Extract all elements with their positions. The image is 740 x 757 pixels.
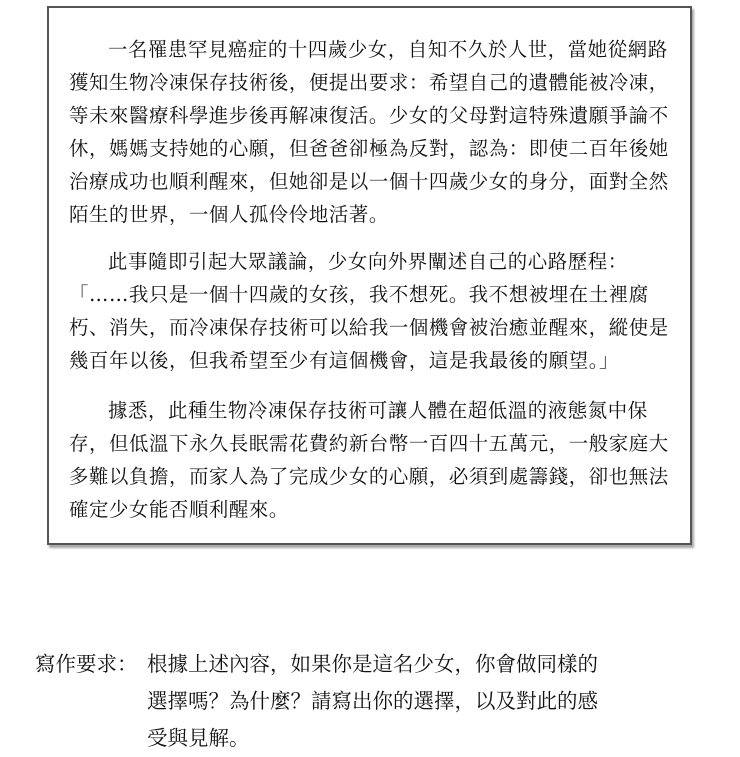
passage-line: 治療成功也順利醒來，但她卻是以一個十四歲少女的身分，面對全然 [69,170,669,193]
passage-paragraph-1 [69,33,689,231]
passage-line: 朽、消失，而冷凍保存技術可以給我一個機會被治癒並醒來，縱使是 [69,316,669,339]
prompt-line: 根據上述內容，如果你是這名少女，你會做同樣的 [147,652,598,676]
passage-line: 陌生的世界，一個人孤伶伶地活著。 [69,203,389,226]
passage-line: 一名罹患罕見癌症的十四歲少女，自知不久於人世，當她從網路 [108,38,668,61]
passage-line: 多難以負擔，而家人為了完成少女的心願，必須到處籌錢，卻也無法 [69,465,669,488]
prompt-line: 選擇嗎？為什麼？請寫出你的選擇，以及對此的感 [147,689,598,713]
passage-line: 休，媽媽支持她的心願，但爸爸卻極為反對，認為：即使二百年後她 [69,137,669,160]
passage-line: 確定少女能否順利醒來。 [69,498,289,521]
passage-line: 此事隨即引起大眾議論，少女向外界闡述自己的心路歷程： [108,250,628,273]
passage-line: 等未來醫療科學進步後再解凍復活。少女的父母對這特殊遺願爭論不 [69,104,669,127]
passage-line: 獲知生物冷凍保存技術後，便提出要求：希望自己的遺體能被冷凍， [69,71,669,94]
writing-prompt-body [147,646,707,757]
passage-line: 存，但低溫下永久長眠需花費約新台幣一百四十五萬元，一般家庭大 [69,432,669,455]
prompt-line: 受與見解。 [147,726,250,750]
reading-passage-box [47,6,692,545]
writing-prompt-label: 寫作要求： [35,652,138,676]
passage-paragraph-3 [69,394,689,526]
passage-line: 據悉，此種生物冷凍保存技術可讓人體在超低溫的液態氮中保 [108,399,648,422]
passage-line: 「……我只是一個十四歲的女孩，我不想死。我不想被埋在土裡腐 [69,283,649,306]
passage-paragraph-2 [69,245,689,377]
passage-line: 幾百年以後，但我希望至少有這個機會，這是我最後的願望。」 [69,349,620,372]
